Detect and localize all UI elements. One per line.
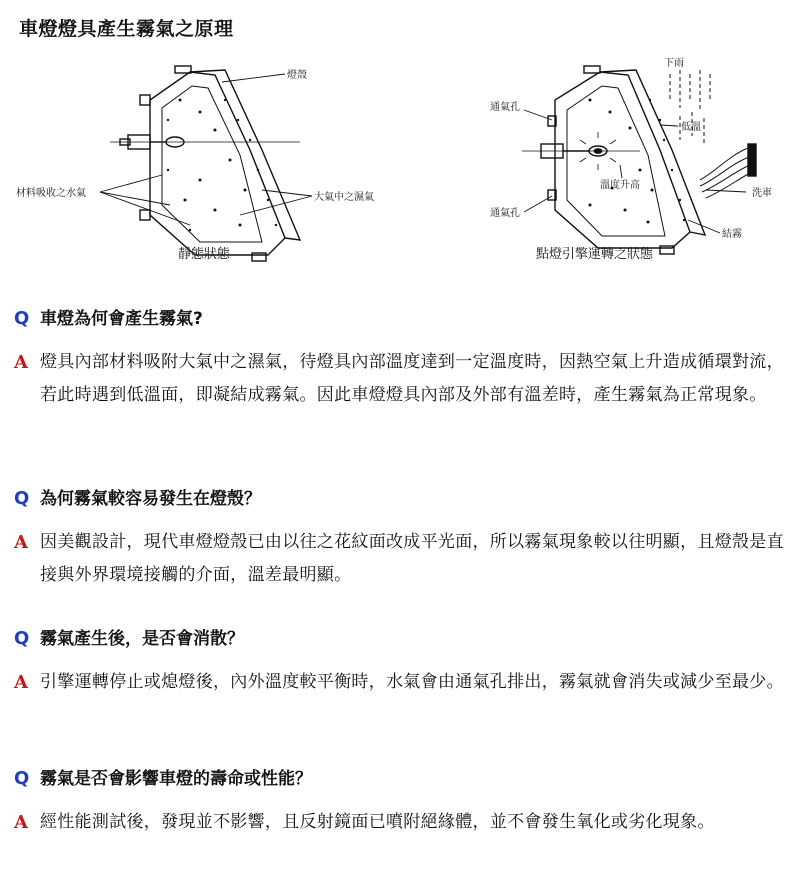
caption-operating-state: 點燈引擎運轉之狀態 [536, 247, 654, 262]
answer-text: 因美觀設計，現代車燈燈殼已由以往之花紋面改成平光面，所以霧氣現象較以往明顯，且燈殼是直接與外界環境接觸的介面，溫差最明顯。 [40, 532, 784, 585]
question-row [14, 484, 790, 509]
static-headlamp-drawing [110, 66, 300, 261]
answer-row [14, 526, 790, 592]
answer-text: 經性能測試後，發現並不影響，且反射鏡面已噴附絕緣體，並不會發生氧化或劣化現象。 [40, 812, 715, 832]
answer-mark: A [14, 672, 28, 693]
label-car-wash: 洗車 [752, 188, 772, 199]
qa-item [14, 304, 790, 412]
label-low-temp: 低溫 [681, 122, 701, 133]
operating-headlamp-drawing [522, 66, 756, 254]
answer-mark: A [14, 812, 28, 833]
qa-item [14, 624, 790, 699]
label-rain: 下雨 [664, 58, 684, 69]
label-material-moisture: 材料吸收之水氣 [16, 188, 86, 199]
answer-mark: A [14, 352, 28, 373]
question-mark: Q [14, 488, 30, 509]
label-condensation: 結霧 [722, 229, 742, 240]
operating-headlamp-dots [589, 99, 686, 224]
question-text: 霧氣是否會影響車燈的壽命或性能？ [40, 769, 312, 789]
answer-row [14, 666, 790, 699]
label-shell: 燈殼 [287, 70, 307, 81]
question-row [14, 304, 790, 329]
answer-row [14, 806, 790, 839]
page-title: 車燈燈具產生霧氣之原理 [19, 18, 234, 40]
question-row [14, 624, 790, 649]
question-text: 車燈為何會產生霧氣? [40, 309, 203, 329]
label-temp-rise: 溫度升高 [600, 180, 640, 191]
headlamp-diagram-svg [0, 40, 800, 280]
question-text: 為何霧氣較容易發生在燈殼？ [40, 489, 261, 509]
label-atmosphere-moisture: 大氣中之濕氣 [314, 192, 374, 203]
answer-row [14, 346, 790, 412]
question-mark: Q [14, 308, 30, 329]
label-vent-top: 通氣孔 [490, 102, 520, 113]
answer-text: 燈具內部材料吸附大氣中之濕氣，待燈具內部溫度達到一定溫度時，因熱空氣上升造成循環對流，若此時遇到低溫面，即凝結成霧氣。因此車燈燈具內部及外部有溫差時，產生霧氣為正常現象。 [40, 352, 784, 405]
answer-mark: A [14, 532, 28, 553]
answer-text: 引擎運轉停止或熄燈後，內外溫度較平衡時，水氣會由通氣孔排出，霧氣就會消失或減少至最少。 [40, 672, 784, 692]
caption-static-state: 靜態狀態 [178, 247, 231, 262]
question-text: 霧氣產生後，是否會消散？ [40, 629, 244, 649]
question-row [14, 764, 790, 789]
headlamp-diagram [0, 40, 800, 280]
qa-item [14, 764, 790, 839]
question-mark: Q [14, 768, 30, 789]
qa-item [14, 484, 790, 592]
label-vent-bottom: 通氣孔 [490, 208, 520, 219]
question-mark: Q [14, 628, 30, 649]
